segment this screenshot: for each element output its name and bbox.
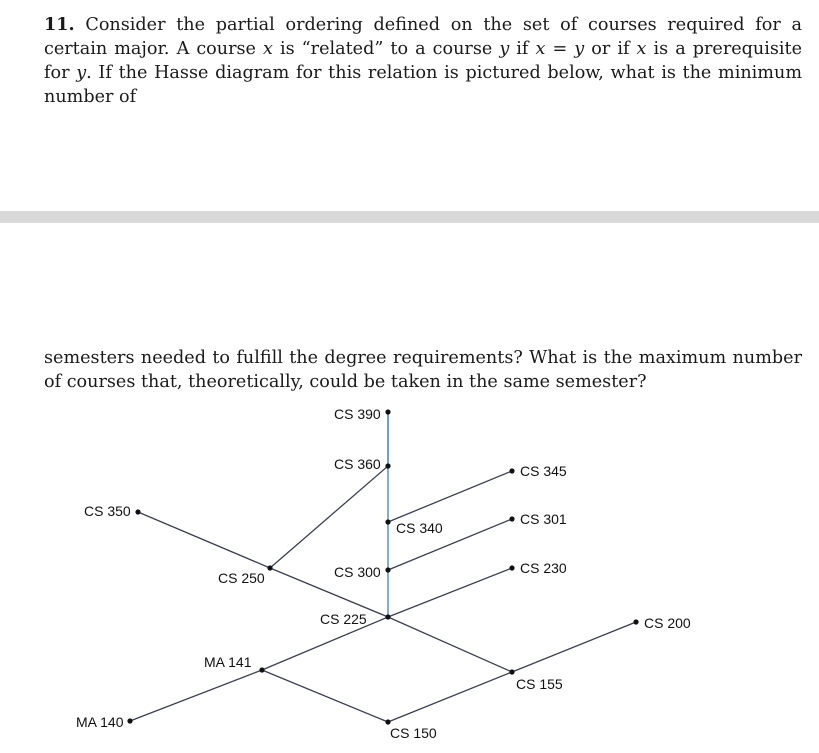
edge-cs340-cs345 [388,471,512,522]
node-cs360 [385,463,390,468]
label-cs155: CS 155 [516,676,563,692]
question-continuation: semesters needed to fulfill the degree requirements? What is the maximum number of courses that, theoretically, could be taken in the same semester? [44,348,802,392]
node-cs340 [385,519,390,524]
node-cs230 [509,565,514,570]
label-cs360: CS 360 [334,456,381,472]
label-cs340: CS 340 [396,520,443,536]
label-ma140: MA 140 [76,714,124,730]
node-cs155 [509,669,514,674]
node-cs390 [385,409,390,414]
node-ma141 [259,667,264,672]
node-cs200 [633,619,638,624]
hasse-nodes [76,406,691,741]
label-cs300: CS 300 [334,564,381,580]
label-cs225: CS 225 [320,611,367,627]
label-cs230: CS 230 [520,560,567,576]
node-cs300 [385,567,390,572]
node-ma140 [127,718,132,723]
node-cs250 [267,565,272,570]
node-cs301 [509,516,514,521]
edge-ma140-ma141 [130,670,262,721]
label-cs250: CS 250 [218,570,265,586]
question-number: 11. [44,14,75,35]
label-cs350: CS 350 [84,503,131,519]
edge-cs225-cs155 [388,617,512,672]
node-cs350 [135,509,140,514]
node-cs225 [385,614,390,619]
edge-cs350-cs250 [138,512,270,568]
label-cs301: CS 301 [520,511,567,527]
node-cs150 [385,719,390,724]
label-ma141: MA 141 [204,654,252,670]
label-cs345: CS 345 [520,463,567,479]
edge-ma141-cs150 [262,670,388,722]
edge-cs250-cs360 [270,466,388,568]
edge-cs155-cs200 [512,622,636,672]
question-paragraph: 11. Consider the partial ordering defined on the set of courses required for a certain major. A course x is “related” to a course y if x = y or if x is a prerequisite for y. If the Hasse diagram for this relation is pictured below, what is the minimum number of [44,14,803,107]
label-cs200: CS 200 [644,615,691,631]
node-cs345 [509,468,514,473]
edge-cs150-cs155 [388,672,512,722]
label-cs150: CS 150 [390,725,437,741]
edge-cs225-cs230 [388,568,512,617]
label-cs390: CS 390 [334,406,381,422]
